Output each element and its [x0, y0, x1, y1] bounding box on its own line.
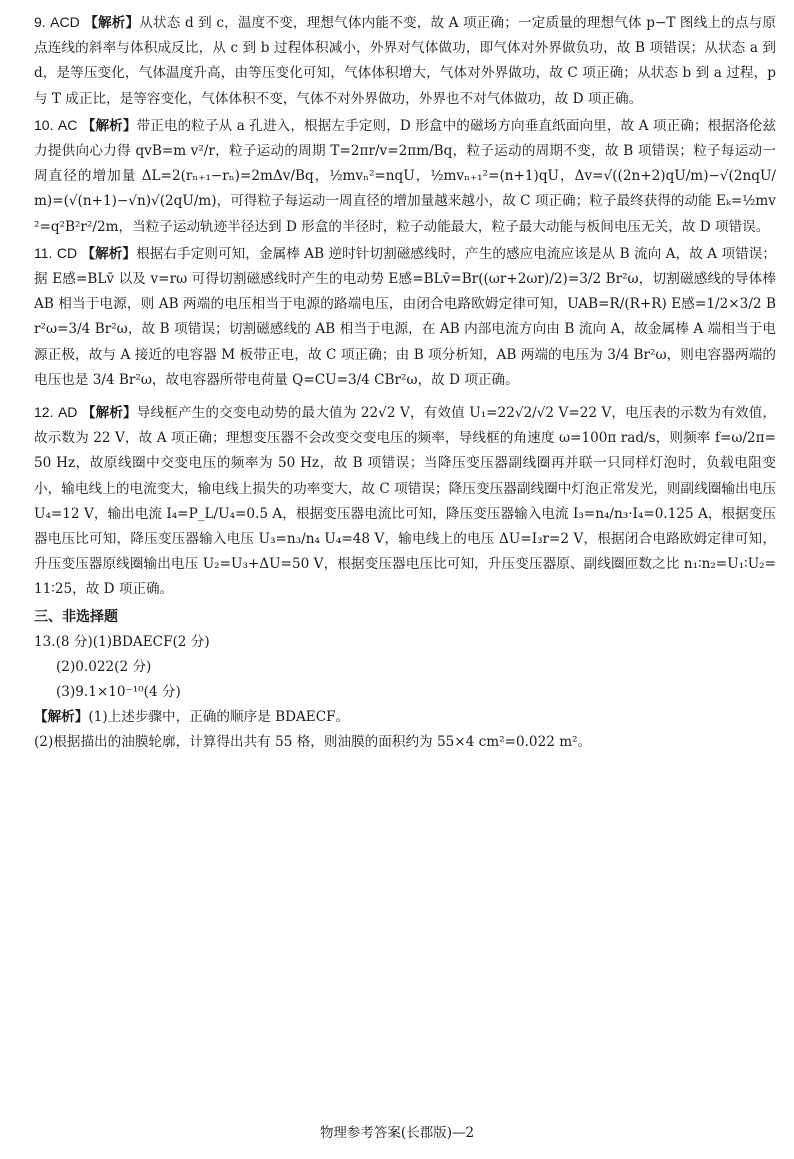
answer-page: [34, 10, 776, 756]
question-number: 12.: [34, 404, 54, 421]
analysis-text: 根据右手定则可知，金属棒 AB 逆时针切割磁感线时，产生的感应电流应该是从 B 流向 A，故 A 项错误；据 E感=BLv̄ 以及 v=rω 可得切割磁感线时产生的电动势 E感=BLv̄=Br((ωr+2ωr)/2)=3/2 Br²ω，切割磁感线的导体棒 AB 相当于电源，则 AB 两端的电压相当于电源的路端电压，由闭合电路欧姆定律可知，UAB=R/(R+R) E感=1/2×3/2 Br²ω=3/4 Br²ω，故 B 项错误；切割磁感线的 AB 相当于电源，在 AB 内部电流方向由 B 流向 A，故金属棒 A 端相当于电源正极，故与 A 接近的电容器 M 板带正电，故 C 项正确；由 B 项分析知，AB 两端的电压为 3/4 Br²ω，则电容器两端的电压也是 3/4 Br²ω，故电容器所带电荷量 Q=CU=3/4 CBr²ω，故 D 项正确。: [34, 245, 776, 388]
question-number: 9.: [34, 14, 46, 30]
q13-answer-line-3: (3)9.1×10⁻¹⁰(4 分): [56, 684, 181, 701]
question-number: 10.: [34, 116, 54, 133]
q13-explanation-2: (2)根据描出的油膜轮廓，计算得出共有 55 格，则油膜的面积约为 55×4 cm²=0.022 m²。: [34, 734, 592, 751]
analysis-text: 从状态 d 到 c，温度不变，理想气体内能不变，故 A 项正确；一定质量的理想气体 p−T 图线上的点与原点连线的斜率与体积成反比，从 c 到 b 过程体积减小，外界对气体做功，即气体对外界做负功，故 B 项错误；从状态 a 到 d，是等压变化，气体温度升高，由等压变化可知，气体体积增大，气体对外界做功，故 C 项正确；从状态 b 到 a 过程，p 与 T 成正比，是等容变化，气体体积不变，气体不对外界做功，外界也不对气体做功，故 D 项正确。: [34, 15, 776, 107]
answer-key: AC: [57, 116, 78, 133]
question-12: [34, 400, 776, 603]
q13-explanation-1: [34, 705, 776, 730]
analysis-tag: 【解析】: [81, 405, 137, 422]
analysis-tag: 【解析】: [81, 245, 137, 262]
analysis-tag: 【解析】: [81, 117, 137, 134]
answer-key: CD: [56, 244, 78, 261]
q13-answer-line-1: 13.(8 分)(1)BDAECF(2 分): [34, 633, 210, 650]
question-11: [34, 241, 776, 393]
analysis-text: 导线框产生的交变电动势的最大值为 22√2 V，有效值 U₁=22√2/√2 V=22 V，电压表的示数为有效值，故示数为 22 V，故 A 项正确；理想变压器不会改变交变电压的频率，导线框的角速度 ω=100π rad/s，则频率 f=ω/2π=50 Hz，故原线圈中交变电压的频率为 50 Hz，故 B 项错误；当降压变压器副线圈再并联一只同样灯泡时，负载电阻变小，输电线上的电流变大，输电线上损失的功率变大，故 C 项错误；降压变压器副线圈中灯泡正常发光，则副线圈输出电压 U₄=12 V，输出电流 I₄=P_L/U₄=0.5 A，根据变压器电流比可知，降压变压器输入电流 I₃=n₄/n₃·I₄=0.125 A，根据变压器电压比可知，降压变压器输入电压 U₃=n₃/n₄ U₄=48 V，输电线上的电压 ΔU=I₃r=2 V，根据闭合电路欧姆定律可知，升压变压器原线圈输出电压 U₂=U₃+ΔU=50 V，根据变压器电压比可知，升压变压器原、副线圈匝数之比 n₁∶n₂=U₁∶U₂=11∶25，故 D 项正确。: [34, 405, 777, 598]
page-footer: 物理参考答案(长郡版)—2: [319, 1125, 475, 1141]
answer-key: AD: [57, 404, 78, 421]
question-10: [34, 113, 776, 240]
answer-key: ACD: [50, 14, 80, 30]
analysis-tag: 【解析】: [34, 709, 89, 726]
q13-answer-line-2: (2)0.022(2 分): [56, 658, 152, 675]
analysis-text: 带正电的粒子从 a 孔进入，根据左手定则，D 形盒中的磁场方向垂直纸面向里，故 A 项正确；根据洛伦兹力提供向心力得 qvB=m v²/r，粒子运动的周期 T=2πr/v=2πm/Bq，粒子运动的周期不变，故 B 项错误；粒子每运动一周直径的增加量 ΔL=2(rₙ₊₁−rₙ)=2mΔv/Bq，½mvₙ²=nqU，½mvₙ₊₁²=(n+1)qU，Δv=√((2n+2)qU/m)−√(2nqU/m)=(√(n+1)−√n)√(2qU/m)，可得粒子每运动一周直径的增加量越来越小，故 C 项正确；粒子最终获得的动能 Eₖ=½mv²=q²B²r²/2m，当粒子运动轨迹半径达到 D 形盒的半径时，粒子动能最大，粒子最大动能与板间电压无关，故 D 项错误。: [34, 117, 776, 235]
analysis-text: (1)上述步骤中，正确的顺序是 BDAECF。: [88, 709, 350, 726]
question-9: [34, 10, 776, 112]
question-number: 11.: [34, 244, 53, 261]
analysis-tag: 【解析】: [84, 15, 140, 31]
section-heading: 三、非选择题: [34, 608, 118, 625]
